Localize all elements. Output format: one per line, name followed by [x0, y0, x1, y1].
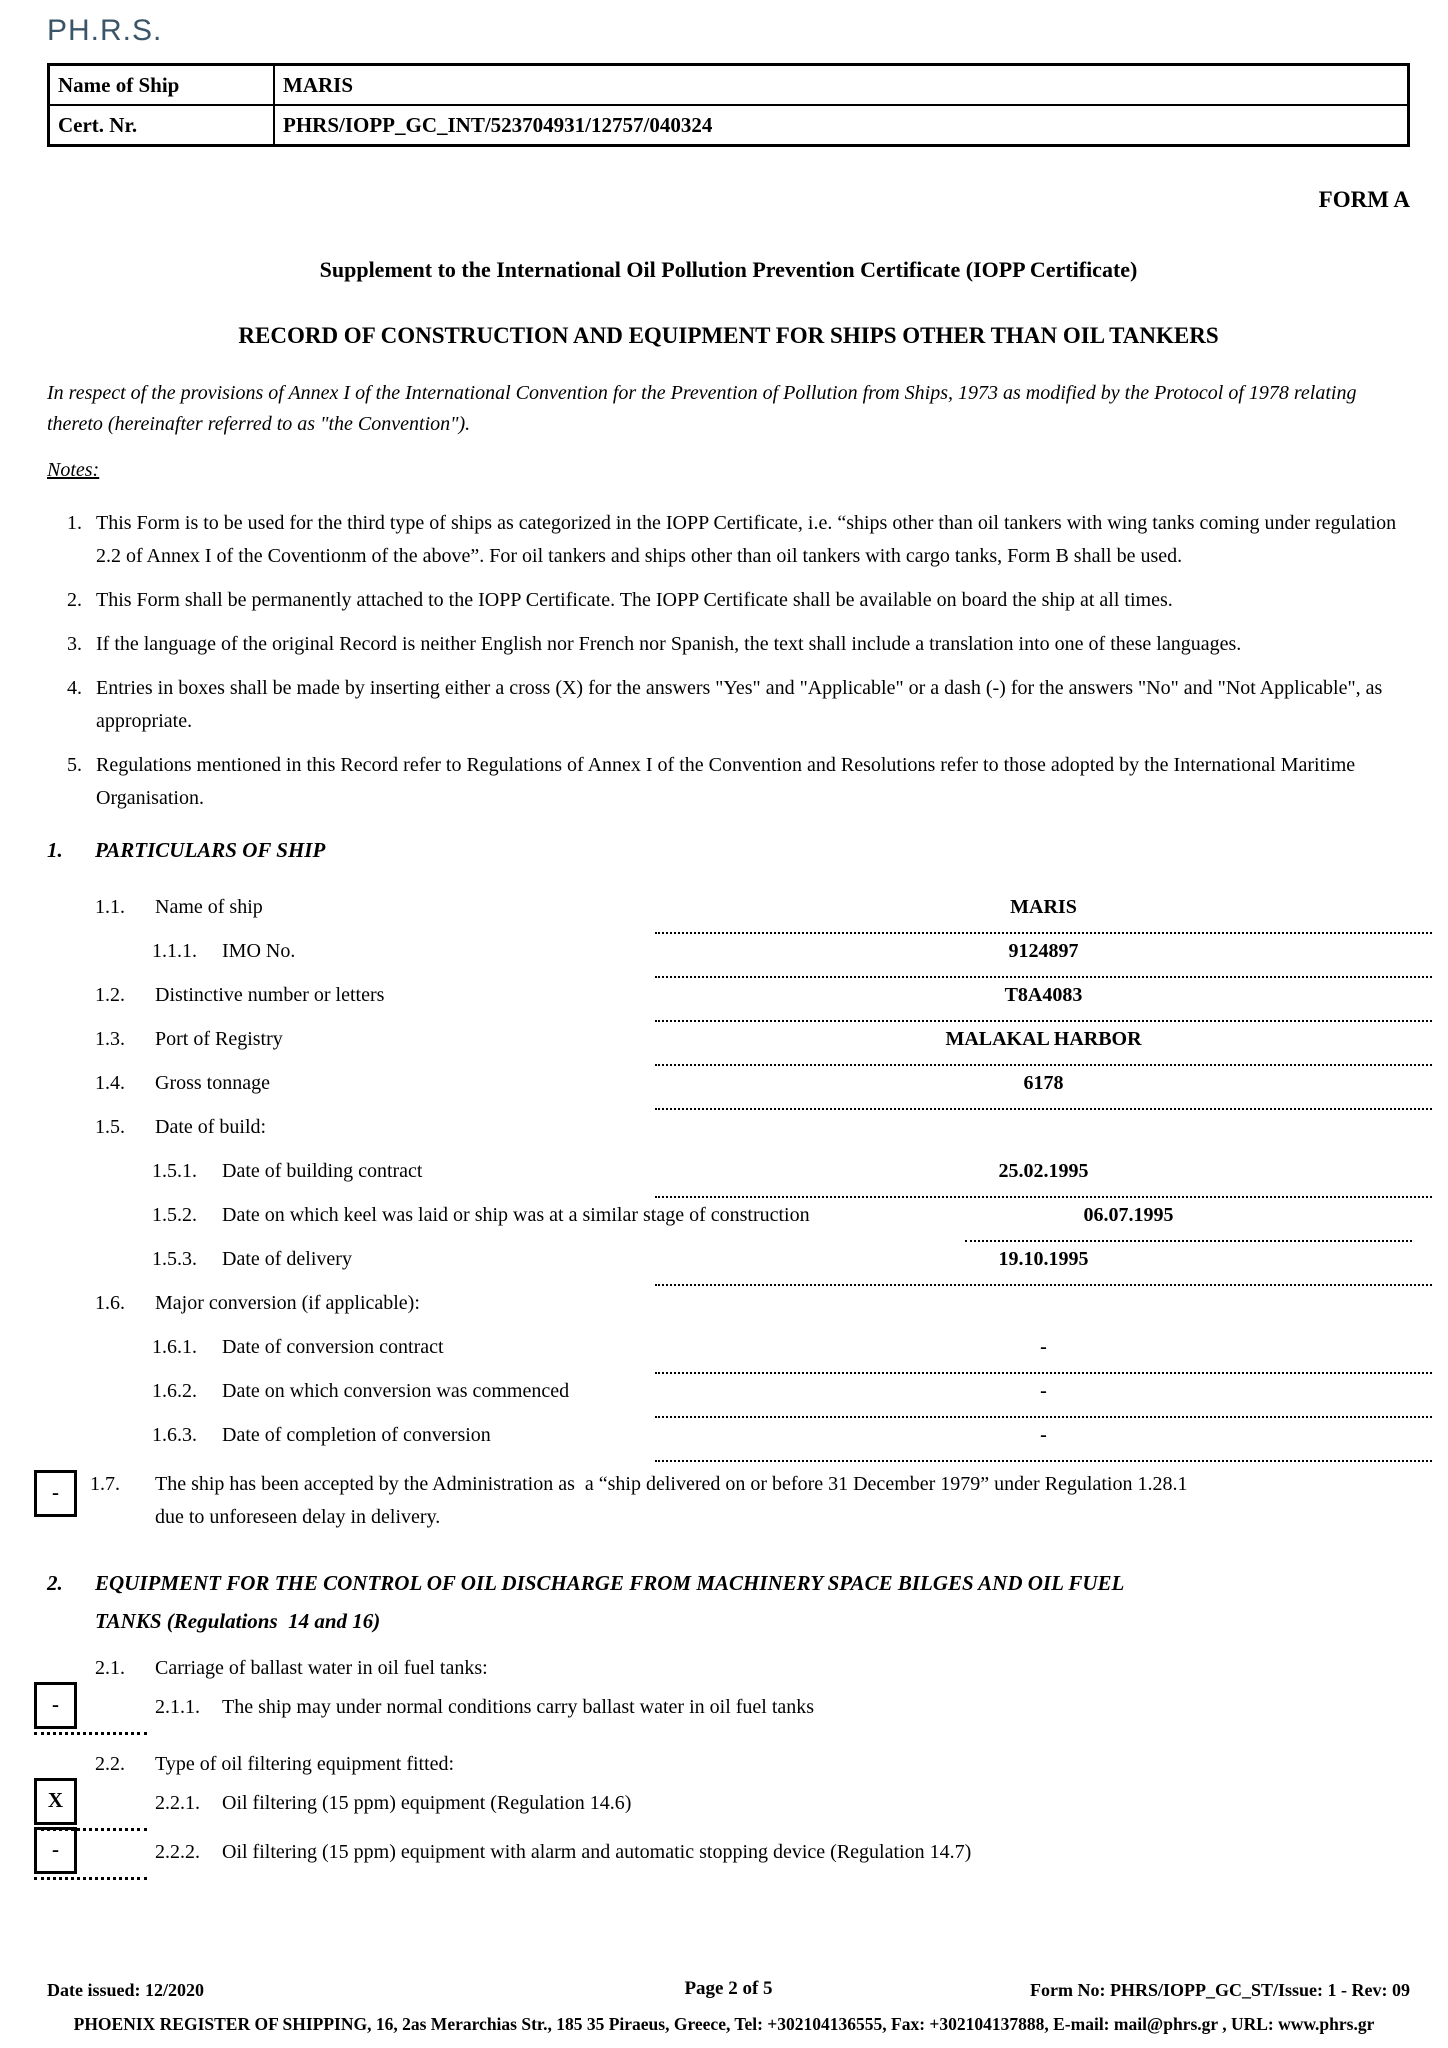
checkbox: X	[34, 1778, 77, 1825]
row-label: Date of delivery	[222, 1248, 352, 1270]
item-number: 2.1.1.	[155, 1696, 200, 1718]
field-value: 9124897	[655, 935, 1432, 978]
particulars-row	[47, 1023, 1410, 1067]
field-value: MARIS	[655, 891, 1432, 934]
particulars-row	[47, 1375, 1410, 1419]
footer-form-no: Form No: PHRS/IOPP_GC_ST/Issue: 1 - Rev: 09	[1030, 1980, 1410, 2000]
row-label: Date of completion of conversion	[222, 1424, 491, 1446]
particulars-row	[47, 1287, 1410, 1331]
row-label: Port of Registry	[155, 1028, 283, 1050]
row-label: Date on which conversion was commenced	[222, 1380, 570, 1402]
table-row	[49, 65, 1409, 106]
field-value: 19.10.1995	[655, 1243, 1432, 1286]
note-item	[47, 749, 1410, 815]
note-text: This Form shall be permanently attached to the IOPP Certificate. The IOPP Certificate shall be available on board the ship at all times.	[96, 589, 1173, 611]
row-number: 1.4.	[95, 1072, 125, 1094]
item-label: Carriage of ballast water in oil fuel tanks:	[155, 1657, 488, 1679]
note-item	[47, 584, 1410, 617]
item-number: 2.2.	[95, 1753, 125, 1775]
footer-address: PHOENIX REGISTER OF SHIPPING, 16, 2as Merarchias Str., 185 35 Piraeus, Greece, Tel: +302104136555, Fax: +302104137888, E-mail: mail@phrs.gr , URL: www.phrs.gr	[73, 2014, 1375, 2034]
row-number: 1.3.	[95, 1028, 125, 1050]
field-value: 6178	[655, 1067, 1432, 1110]
ship-identity-table	[47, 63, 1410, 147]
field-value: -	[655, 1375, 1432, 1418]
item-number: 2.1.	[95, 1657, 125, 1679]
section-number: 2.	[47, 1571, 63, 1595]
section-2-heading	[47, 1564, 1155, 1640]
row-number: 1.5.2.	[152, 1204, 197, 1226]
equipment-item	[47, 1652, 1410, 1688]
row-label: Gross tonnage	[155, 1072, 270, 1094]
dotted-leader	[34, 1732, 147, 1735]
footer	[47, 1978, 1410, 2004]
row-label: Date on which keel was laid or ship was at a similar stage of construction	[222, 1204, 810, 1226]
note-item	[47, 628, 1410, 661]
item-number: 1.7.	[90, 1473, 120, 1495]
checkbox: -	[34, 1827, 77, 1874]
field-value: 25.02.1995	[655, 1155, 1432, 1198]
row-number: 1.2.	[95, 984, 125, 1006]
note-text: Regulations mentioned in this Record refer to Regulations of Annex I of the Convention and Resolutions refer to those adopted by the International Maritime Organisation.	[96, 754, 1356, 809]
row-number: 1.6.2.	[152, 1380, 197, 1402]
equipment-item	[47, 1748, 1410, 1784]
row-label: Date of build:	[155, 1116, 267, 1138]
note-item	[47, 672, 1410, 738]
row-number: 1.5.3.	[152, 1248, 197, 1270]
name-of-ship-value: MARIS	[274, 65, 1409, 106]
note-item	[47, 507, 1410, 573]
item-label: Oil filtering (15 ppm) equipment (Regulation 14.6)	[222, 1792, 632, 1814]
notes-list	[47, 507, 1410, 815]
section-title: PARTICULARS OF SHIP	[95, 838, 326, 862]
note-number: 1.	[67, 512, 82, 534]
equipment-items	[47, 1652, 1410, 1882]
particulars-row	[47, 1111, 1410, 1155]
item-1-7	[47, 1468, 1410, 1534]
section-title-line: EQUIPMENT FOR THE CONTROL OF OIL DISCHARGE FROM MACHINERY SPACE BILGES AND OIL FUEL	[95, 1571, 1125, 1595]
row-label: Distinctive number or letters	[155, 984, 385, 1006]
field-value: T8A4083	[655, 979, 1432, 1022]
checkbox-1-7: -	[34, 1470, 77, 1517]
field-value: -	[655, 1419, 1432, 1462]
particulars-row	[47, 935, 1410, 979]
particulars-row	[47, 1155, 1410, 1199]
particulars-rows	[47, 891, 1410, 1463]
item-label: Oil filtering (15 ppm) equipment with alarm and automatic stopping device (Regulation 14.7)	[222, 1841, 972, 1863]
field-value: 06.07.1995	[965, 1199, 1412, 1242]
cert-nr-label: Cert. Nr.	[49, 105, 275, 146]
particulars-row	[47, 1067, 1410, 1111]
particulars-row	[47, 1419, 1410, 1463]
note-number: 4.	[67, 677, 82, 699]
section-number: 1.	[47, 838, 63, 862]
footer-page-number: Page 2 of 5	[684, 1978, 773, 1999]
equipment-item	[47, 1691, 1410, 1737]
dotted-leader	[34, 1877, 147, 1880]
name-of-ship-label: Name of Ship	[49, 65, 275, 106]
item-number: 2.2.2.	[155, 1841, 200, 1863]
particulars-row	[47, 1243, 1410, 1287]
row-number: 1.1.1.	[152, 940, 197, 962]
item-1-7-text-line: The ship has been accepted by the Administration as a “ship delivered on or before 31 December 1979” under Regulation 1.28.1	[155, 1473, 1188, 1495]
item-label: Type of oil filtering equipment fitted:	[155, 1753, 455, 1775]
intro-paragraph: In respect of the provisions of Annex I of the International Convention for the Prevention of Pollution from Ships, 1973 as modified by the Protocol of 1978 relating thereto (hereinafter referred to as "the Convention").	[47, 382, 1357, 435]
particulars-row	[47, 1199, 1410, 1243]
field-value: -	[655, 1331, 1432, 1374]
row-label: Name of ship	[155, 896, 263, 918]
note-number: 2.	[67, 589, 82, 611]
row-label: IMO No.	[222, 940, 296, 962]
row-label: Major conversion (if applicable):	[155, 1292, 420, 1314]
row-number: 1.6.3.	[152, 1424, 197, 1446]
row-number: 1.1.	[95, 896, 125, 918]
form-a-label: FORM A	[1318, 187, 1410, 212]
row-number: 1.5.	[95, 1116, 125, 1138]
note-number: 3.	[67, 633, 82, 655]
particulars-row	[47, 979, 1410, 1023]
checkbox: -	[34, 1682, 77, 1729]
phrs-logo: PH.R.S.	[47, 14, 163, 47]
item-number: 2.2.1.	[155, 1792, 200, 1814]
footer-date-issued: Date issued: 12/2020	[47, 1980, 204, 2000]
row-label: Date of conversion contract	[222, 1336, 444, 1358]
note-number: 5.	[67, 754, 82, 776]
item-label: The ship may under normal conditions carry ballast water in oil fuel tanks	[222, 1696, 815, 1718]
equipment-item	[47, 1787, 1410, 1833]
item-1-7-text-line: due to unforeseen delay in delivery.	[155, 1506, 441, 1528]
table-row	[49, 105, 1409, 146]
row-number: 1.5.1.	[152, 1160, 197, 1182]
supplement-title: Supplement to the International Oil Pollution Prevention Certificate (IOPP Certificate)	[319, 257, 1138, 282]
note-text: If the language of the original Record is neither English nor French nor Spanish, the text shall include a translation into one of these languages.	[96, 633, 1242, 655]
note-text: Entries in boxes shall be made by inserting either a cross (X) for the answers "Yes" and "Applicable" or a dash (-) for the answers "No" and "Not Applicable", as appropriate.	[96, 677, 1383, 732]
row-label: Date of building contract	[222, 1160, 423, 1182]
particulars-row	[47, 1331, 1410, 1375]
row-number: 1.6.1.	[152, 1336, 197, 1358]
notes-label: Notes:	[47, 459, 100, 481]
record-title: RECORD OF CONSTRUCTION AND EQUIPMENT FOR SHIPS OTHER THAN OIL TANKERS	[238, 323, 1219, 348]
equipment-item	[47, 1836, 1410, 1882]
field-value: MALAKAL HARBOR	[655, 1023, 1432, 1066]
row-number: 1.6.	[95, 1292, 125, 1314]
particulars-row	[47, 891, 1410, 935]
section-1-heading	[47, 831, 1410, 869]
note-text: This Form is to be used for the third type of ships as categorized in the IOPP Certificate, i.e. “ships other than oil tankers with wing tanks coming under regulation 2.2 of Annex I of the Coventionm of the above”. For oil tankers and ships other than oil tankers with cargo tanks, Form B shall be used.	[96, 512, 1397, 567]
section-title-line: TANKS (Regulations 14 and 16)	[95, 1609, 381, 1633]
cert-nr-value: PHRS/IOPP_GC_INT/523704931/12757/040324	[274, 105, 1409, 146]
